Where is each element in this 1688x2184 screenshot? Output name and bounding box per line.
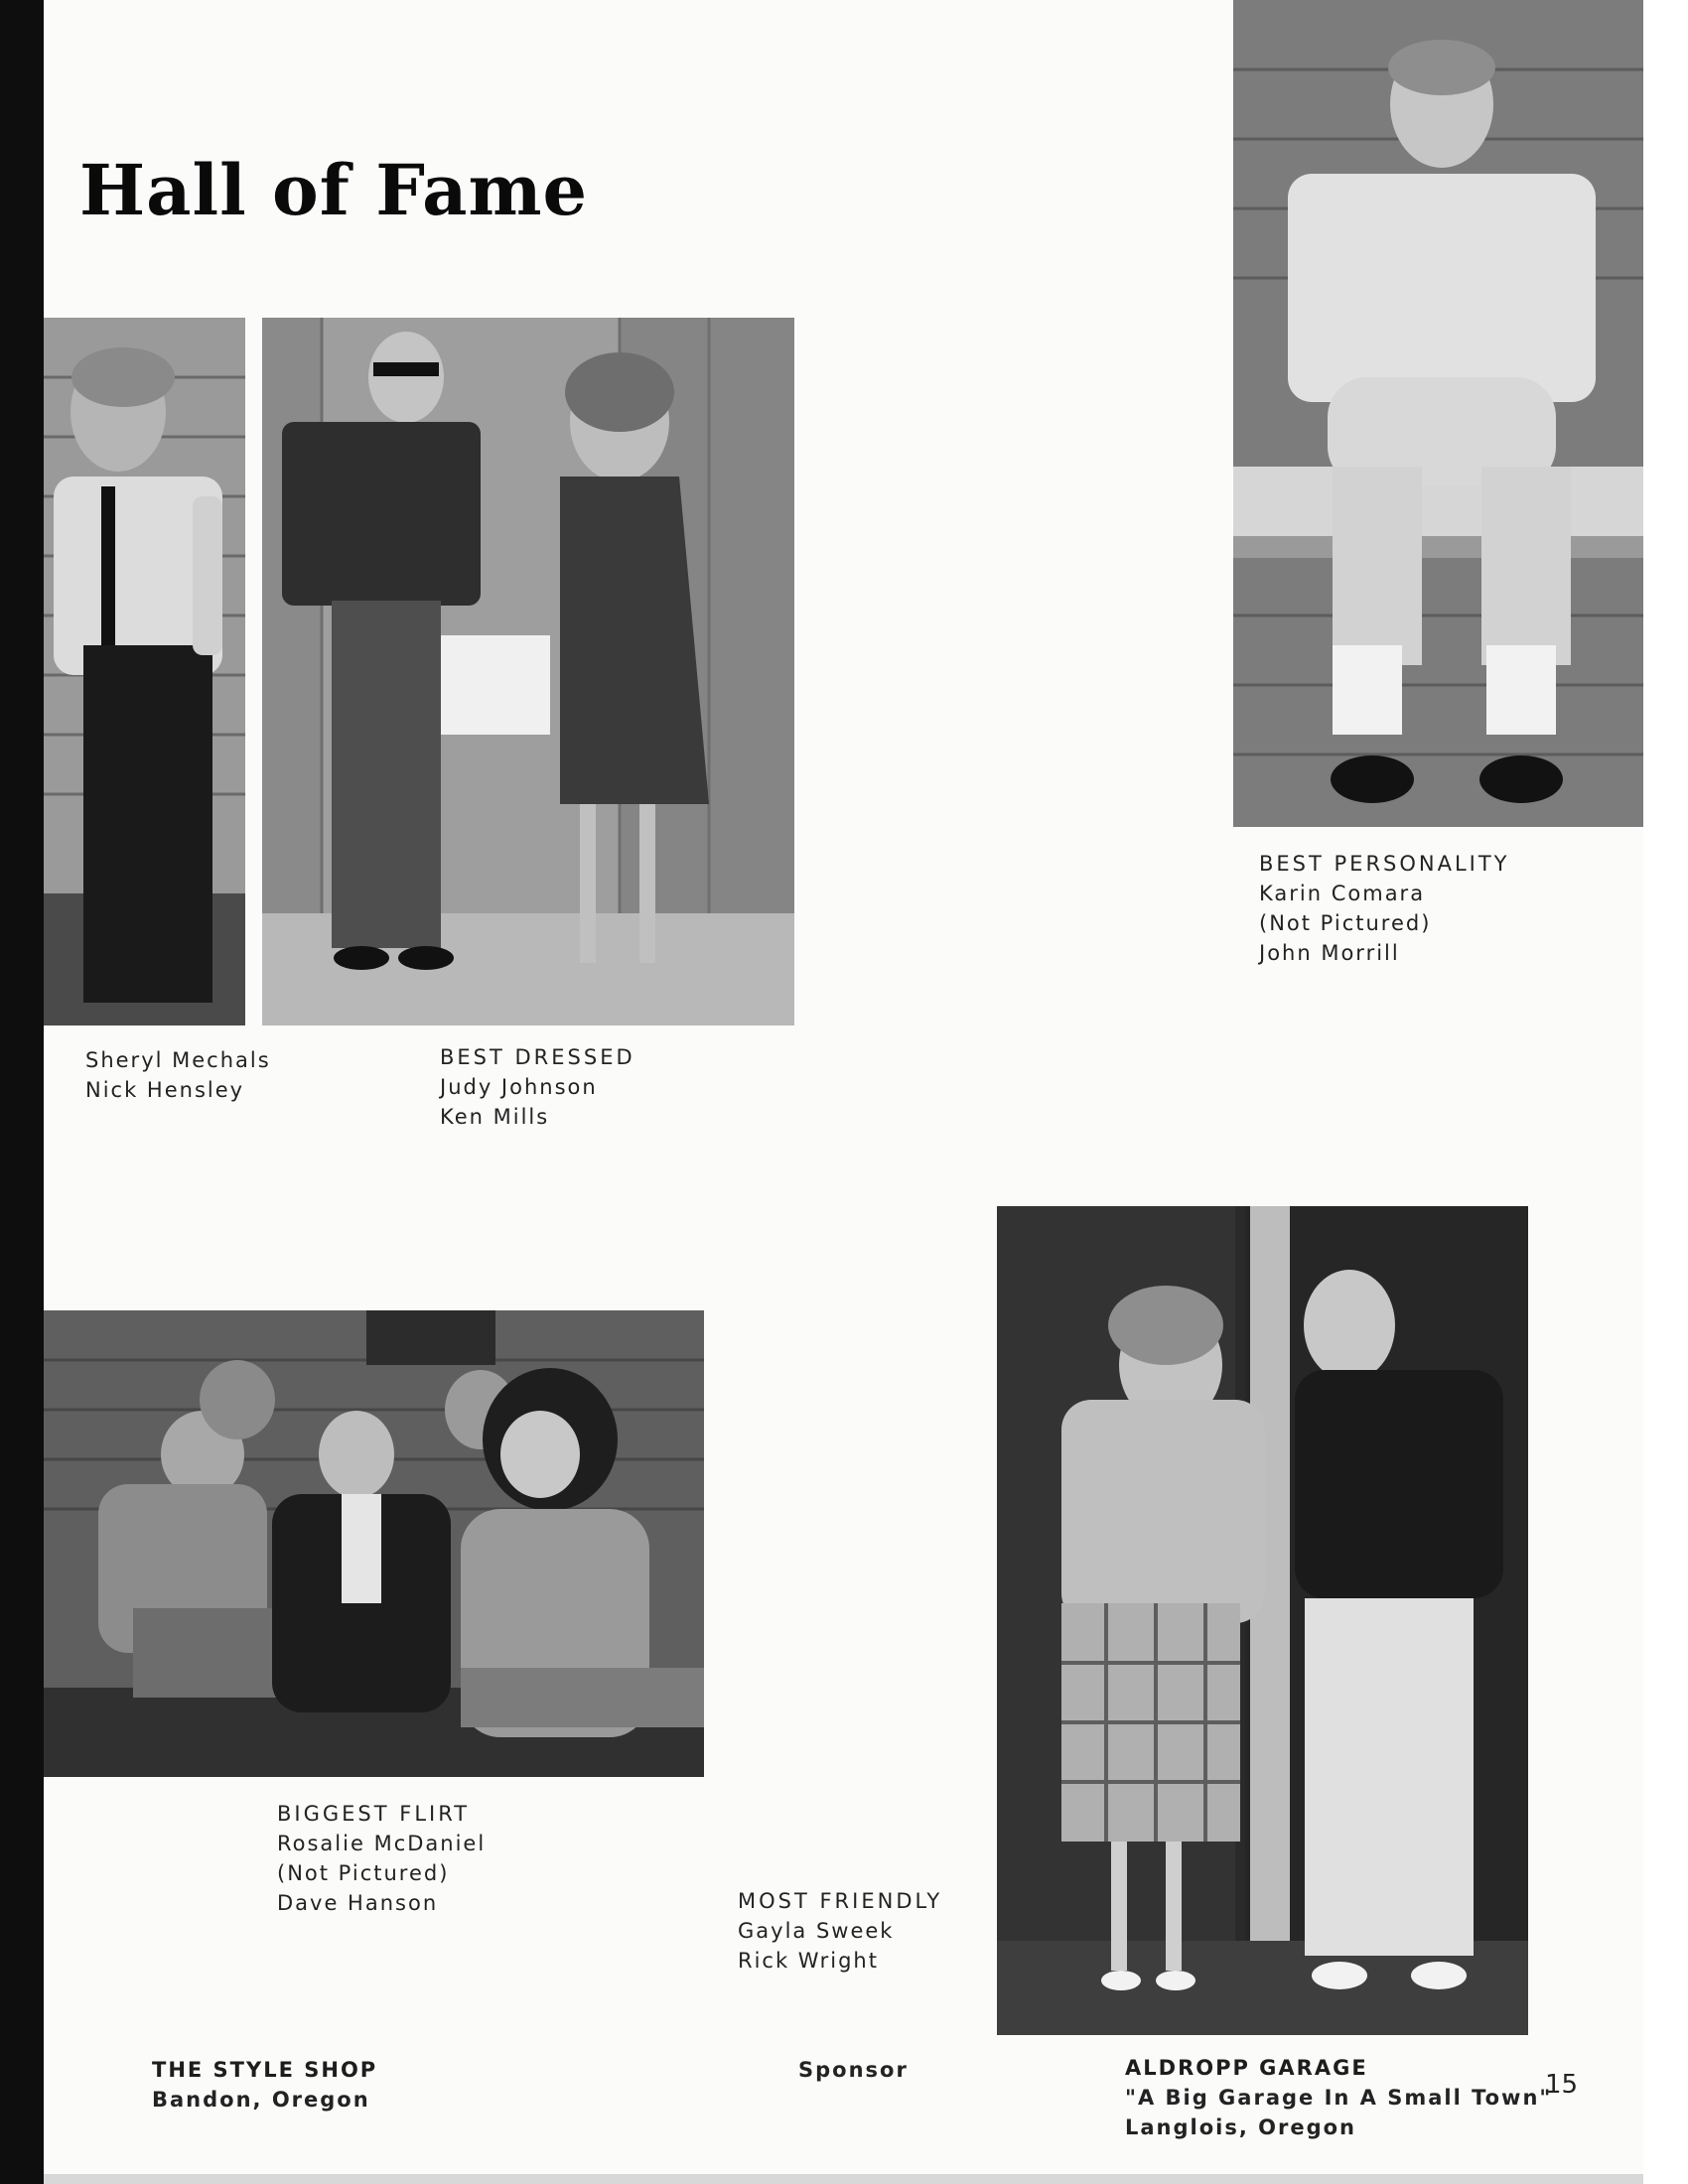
sponsor-aldropp-garage [1125, 2053, 1552, 2142]
caption-best-dressed [440, 1042, 635, 1132]
caption-most-friendly [738, 1886, 942, 1976]
caption-name: Dave Hanson [277, 1891, 439, 1915]
caption-name: Karin Comara [1259, 882, 1426, 905]
caption-heading: MOST FRIENDLY [738, 1889, 943, 1913]
sponsor-location: Langlois, Oregon [1125, 2116, 1357, 2139]
sponsor-label-text: Sponsor [798, 2058, 909, 2082]
caption-name: Rick Wright [738, 1949, 879, 1973]
caption-biggest-flirt [277, 1799, 486, 1918]
sponsor-name: THE STYLE SHOP [152, 2058, 378, 2082]
photo-best-personality [1233, 0, 1643, 827]
scan-edge-right [1643, 0, 1688, 2184]
caption-note: (Not Pictured) [1259, 911, 1432, 935]
scan-edge-bottom [44, 2174, 1643, 2184]
caption-heading: BEST PERSONALITY [1259, 852, 1510, 876]
caption-name: Judy Johnson [440, 1075, 598, 1099]
scan-edge-left [0, 0, 44, 2184]
sponsor-label [798, 2055, 909, 2085]
caption-name: Rosalie McDaniel [277, 1832, 487, 1855]
caption-mechals-hensley [85, 1045, 271, 1105]
photo-best-dressed [262, 318, 794, 1025]
photo-most-friendly [997, 1206, 1528, 2035]
caption-heading: BEST DRESSED [440, 1045, 635, 1069]
page-title: Hall of Fame [79, 149, 589, 231]
caption-name: John Morrill [1259, 941, 1400, 965]
caption-note: (Not Pictured) [277, 1861, 450, 1885]
caption-name: Gayla Sweek [738, 1919, 895, 1943]
page-number: 15 [1545, 2070, 1579, 2100]
sponsor-name: ALDROPP GARAGE [1125, 2056, 1368, 2080]
sponsor-slogan: "A Big Garage In A Small Town" [1125, 2086, 1553, 2110]
photo-mechals-hensley [44, 318, 258, 1025]
caption-heading: BIGGEST FLIRT [277, 1802, 471, 1826]
caption-name: Nick Hensley [85, 1078, 245, 1102]
caption-name: Ken Mills [440, 1105, 550, 1129]
photo-biggest-flirt [44, 1310, 704, 1777]
sponsor-style-shop [152, 2055, 377, 2115]
caption-name: Sheryl Mechals [85, 1048, 271, 1072]
sponsor-location: Bandon, Oregon [152, 2088, 370, 2112]
caption-best-personality [1259, 849, 1510, 968]
